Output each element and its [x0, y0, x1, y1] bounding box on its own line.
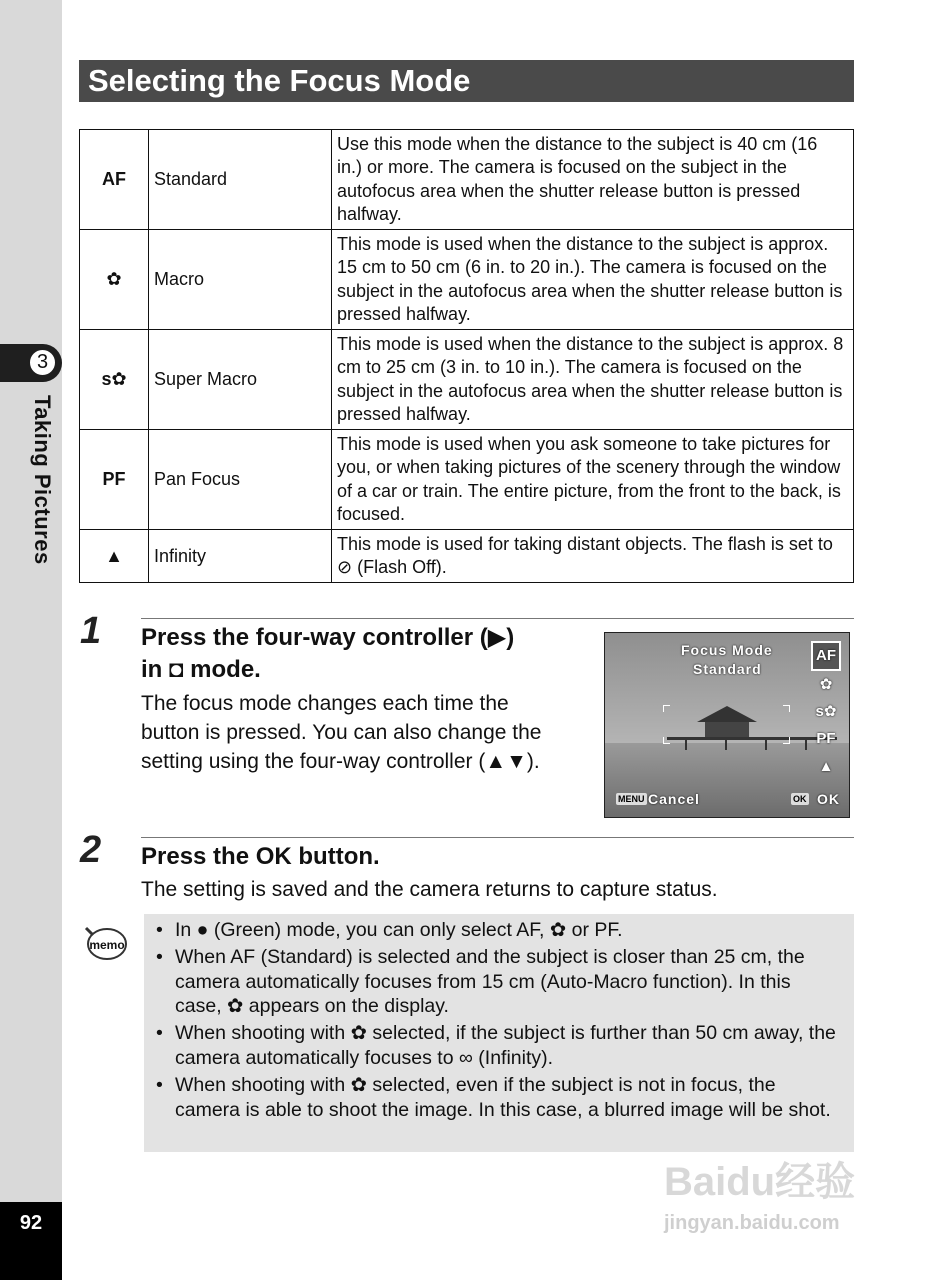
- pier-post: [725, 740, 727, 750]
- table-row: [80, 230, 854, 330]
- mode-name: Infinity: [149, 530, 332, 583]
- chapter-sidebar: [0, 0, 62, 1280]
- watermark-url: jingyan.baidu.com: [664, 1212, 840, 1234]
- step-number: 1: [80, 610, 102, 652]
- step-heading-line2: in ◘ mode.: [141, 656, 261, 683]
- mode-name: Standard: [149, 130, 332, 230]
- step-number: 2: [80, 829, 102, 871]
- mode-name: Pan Focus: [149, 430, 332, 530]
- chapter-number: 3: [28, 348, 57, 377]
- super-macro-option-icon: s✿: [815, 703, 837, 720]
- af-frame-corner: [783, 737, 790, 744]
- infinity-icon: ▲: [80, 530, 149, 583]
- page-number: 92: [19, 1212, 43, 1234]
- step-body-line: The focus mode changes each time the: [141, 692, 509, 715]
- step-divider: [141, 618, 854, 619]
- table-row: [80, 530, 854, 583]
- step-divider: [141, 837, 854, 838]
- memo-list: [152, 918, 842, 1125]
- mode-name: Super Macro: [149, 330, 332, 430]
- mode-description: This mode is used when the distance to the subject is approx. 8 cm to 25 cm (3 in. to 10 in.). The camera is focused on the subject in the autofocus area when the shutter release button is pressed halfway.: [332, 330, 854, 430]
- macro-icon: ✿: [80, 230, 149, 330]
- mode-name: Macro: [149, 230, 332, 330]
- screen-title: Focus Mode: [681, 642, 773, 658]
- macro-option-icon: ✿: [819, 676, 833, 693]
- menu-button-badge: MENU: [618, 794, 645, 804]
- step-heading: Press the OK button.: [141, 843, 380, 870]
- step-heading-line1: Press the four-way controller (▶): [141, 624, 515, 651]
- step-body-line: button is pressed. You can also change the: [141, 721, 542, 744]
- pier-roof: [697, 706, 757, 722]
- camera-screen-preview: [604, 632, 850, 818]
- pan-focus-icon: PF: [80, 430, 149, 530]
- section-title: Selecting the Focus Mode: [88, 63, 471, 98]
- mode-description: Use this mode when the distance to the subject is 40 cm (16 in.) or more. The camera is focused on the subject in the autofocus area when the shutter release button is pressed halfway.: [332, 130, 854, 230]
- screen-current-mode: Standard: [693, 661, 762, 677]
- pier-post: [765, 740, 767, 750]
- chapter-title: Taking Pictures: [30, 395, 55, 565]
- list-item: • In ● (Green) mode, you can only select AF, ✿ or PF.: [152, 918, 842, 943]
- pier-post: [805, 740, 807, 750]
- pier-post: [685, 740, 687, 750]
- af-option-icon: AF: [811, 641, 841, 671]
- pan-focus-option-icon: PF: [816, 730, 836, 747]
- sea-background: [605, 743, 849, 817]
- mode-description: This mode is used when you ask someone to take pictures for you, or when taking pictures of the scenery through the window of a car or train. The entire picture, from the front to the back, is focused.: [332, 430, 854, 530]
- table-row: [80, 430, 854, 530]
- af-frame-corner: [663, 737, 670, 744]
- screen-ok-label: OK: [817, 791, 840, 807]
- table-row: [80, 130, 854, 230]
- watermark-logo: Baidu经验: [664, 1160, 856, 1204]
- list-item: • When shooting with ✿ selected, even if the subject is not in focus, the camera is able to shoot the image. In this case, a blurred image will be shot.: [152, 1073, 842, 1122]
- af-frame-corner: [783, 705, 790, 712]
- af-frame-corner: [663, 705, 670, 712]
- mode-description: This mode is used for taking distant objects. The flash is set to ⊘ (Flash Off).: [332, 530, 854, 583]
- focus-mode-table: [79, 129, 854, 583]
- screen-cancel-label: Cancel: [648, 791, 700, 807]
- table-row: [80, 330, 854, 430]
- step-body-line: setting using the four-way controller (▲▼).: [141, 750, 540, 773]
- memo-icon: [82, 924, 128, 964]
- mode-description: This mode is used when the distance to the subject is approx. 15 cm to 50 cm (6 in. to 20 in.). The camera is focused on the subject in the autofocus area when the shutter release button is pressed halfway.: [332, 230, 854, 330]
- ok-button-badge: OK: [793, 794, 807, 804]
- super-macro-icon: s✿: [80, 330, 149, 430]
- af-icon: AF: [80, 130, 149, 230]
- step-body: The setting is saved and the camera returns to capture status.: [141, 878, 718, 901]
- list-item: • When shooting with ✿ selected, if the subject is further than 50 cm away, the camera automatically focuses to ∞ (Infinity).: [152, 1021, 842, 1070]
- infinity-option-icon: ▲: [818, 758, 834, 775]
- memo-icon-label: memo: [89, 938, 125, 952]
- list-item: • When AF (Standard) is selected and the subject is closer than 25 cm, the camera automatically focuses from 15 cm (Auto-Macro function). In this case, ✿ appears on the display.: [152, 945, 842, 1019]
